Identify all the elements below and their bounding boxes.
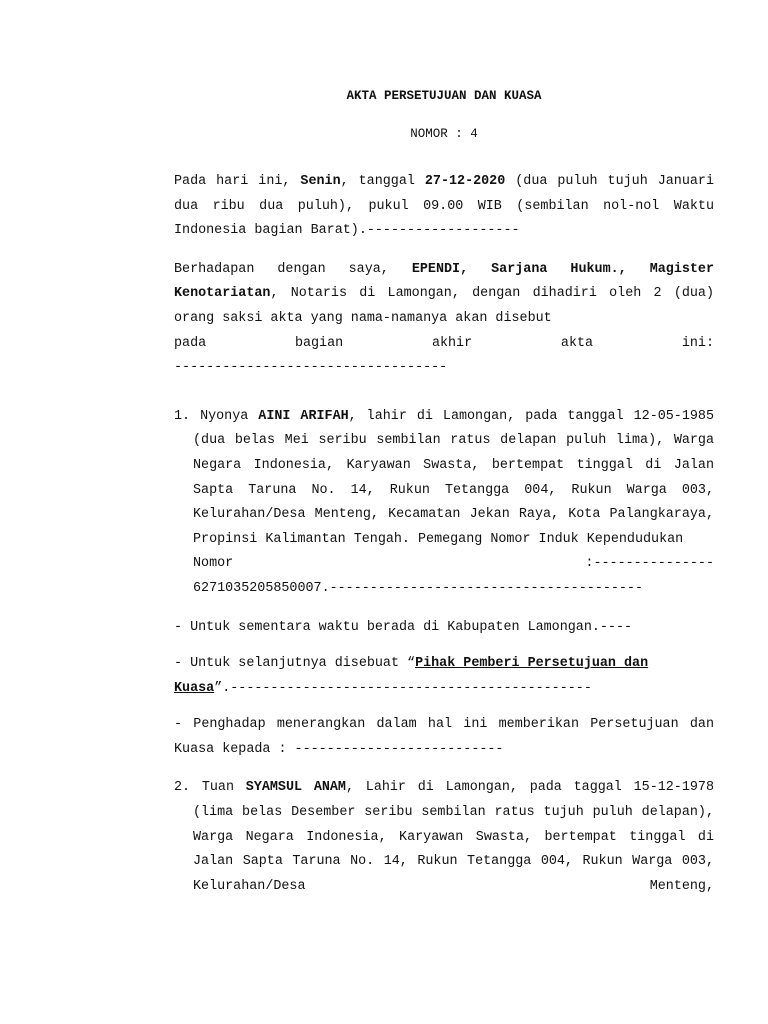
document-title: AKTA PERSETUJUAN DAN KUASA [346,89,542,103]
party-2-name: SYAMSUL ANAM [245,780,346,796]
spread-word: pada [174,335,207,351]
party-2-details: , Lahir di Lamongan, pada taggal 15-12-1978 (lima belas Desember seribu sembilan ratus tujuh puluh delapan), Warga Negara Indonesia, Karyawan Swasta, bertempat tinggal di Jalan Sapta Taruna No. 14, Rukun Tetangga 004, Rukun Warga 003, Kelurahan/Desa Menteng, [193,780,714,894]
opening-day: Senin [300,174,341,189]
notary-text-1: Berhadapan dengan saya, [174,261,412,277]
opening-text-1: Pada hari ini, [174,174,301,189]
notary-text [174,258,714,332]
spread-word: akta [560,335,594,351]
note-temporary-stay: - Untuk sementara waktu berada di Kabupaten Lamongan.---- [174,619,633,635]
party-2-text [174,776,714,899]
notary-spread-line [174,332,714,357]
document-number: NOMOR : 4 [410,127,478,141]
spread-word: bagian [294,335,344,351]
notary-dashes: ---------------------------------- [174,360,448,376]
opening-text-3: (dua puluh tujuh Januari dua ribu dua puluh), pukul 09.00 WIB (sembilan nol-nol Waktu Indonesia bagian Barat).------------------- [174,174,714,239]
party-1-prefix: 1. Nyonya [174,408,259,424]
notary-name: EPENDI, Sarjana Hukum., Magister Kenotariatan [174,261,714,302]
party-1-nik: 6271035205850007.--------------------------------------- [193,580,643,596]
party-2-item [174,776,714,899]
note-designation [174,652,714,701]
spread-word: ini: [681,335,714,351]
opening-date: 27-12-2020 [424,174,506,189]
party-1-nomor-label: Nomor [193,556,234,572]
party-1-nomor-separator: :--------------- [585,556,714,572]
opening-text-2: , tanggal [340,174,425,189]
notary-text-2: , Notaris di Lamongan, dengan dihadiri oleh 2 (dua) orang saksi akta yang nama-namanya akan disebut [174,286,714,326]
opening-paragraph [174,170,714,244]
party-1-text [174,405,714,553]
document-page [174,86,714,899]
party-2-prefix: 2. Tuan [174,780,246,796]
notary-paragraph [174,258,714,381]
designation-name-2: Kuasa [174,680,215,696]
party-1-item [174,405,714,602]
party-1-nomor-line [193,552,714,577]
party-1-name: AINI ARIFAH [258,408,349,424]
designation-name: Pihak Pemberi Persetujuan dan [415,656,649,672]
note-designation-prefix: - Untuk selanjutnya disebuat “ [174,656,416,672]
note-grant: - Penghadap menerangkan dalam hal ini memberikan Persetujuan dan Kuasa kepada : -------------------------- [174,717,714,757]
note-designation-suffix: ”.--------------------------------------------- [214,680,592,696]
spread-word: akhir [431,335,473,351]
party-1-details: , lahir di Lamongan, pada tanggal 12-05-1985 (dua belas Mei seribu sembilan ratus delapan puluh lima), Warga Negara Indonesia, Karyawan Swasta, bertempat tinggal di Jalan Sapta Taruna No. 14, Rukun Tetangga 004, Rukun Warga 003, Kelurahan/Desa Menteng, Kecamatan Jekan Raya, Kota Palangkaraya, Propinsi Kalimantan Tengah. Pemegang Nomor Induk Kependudukan [193,408,714,547]
